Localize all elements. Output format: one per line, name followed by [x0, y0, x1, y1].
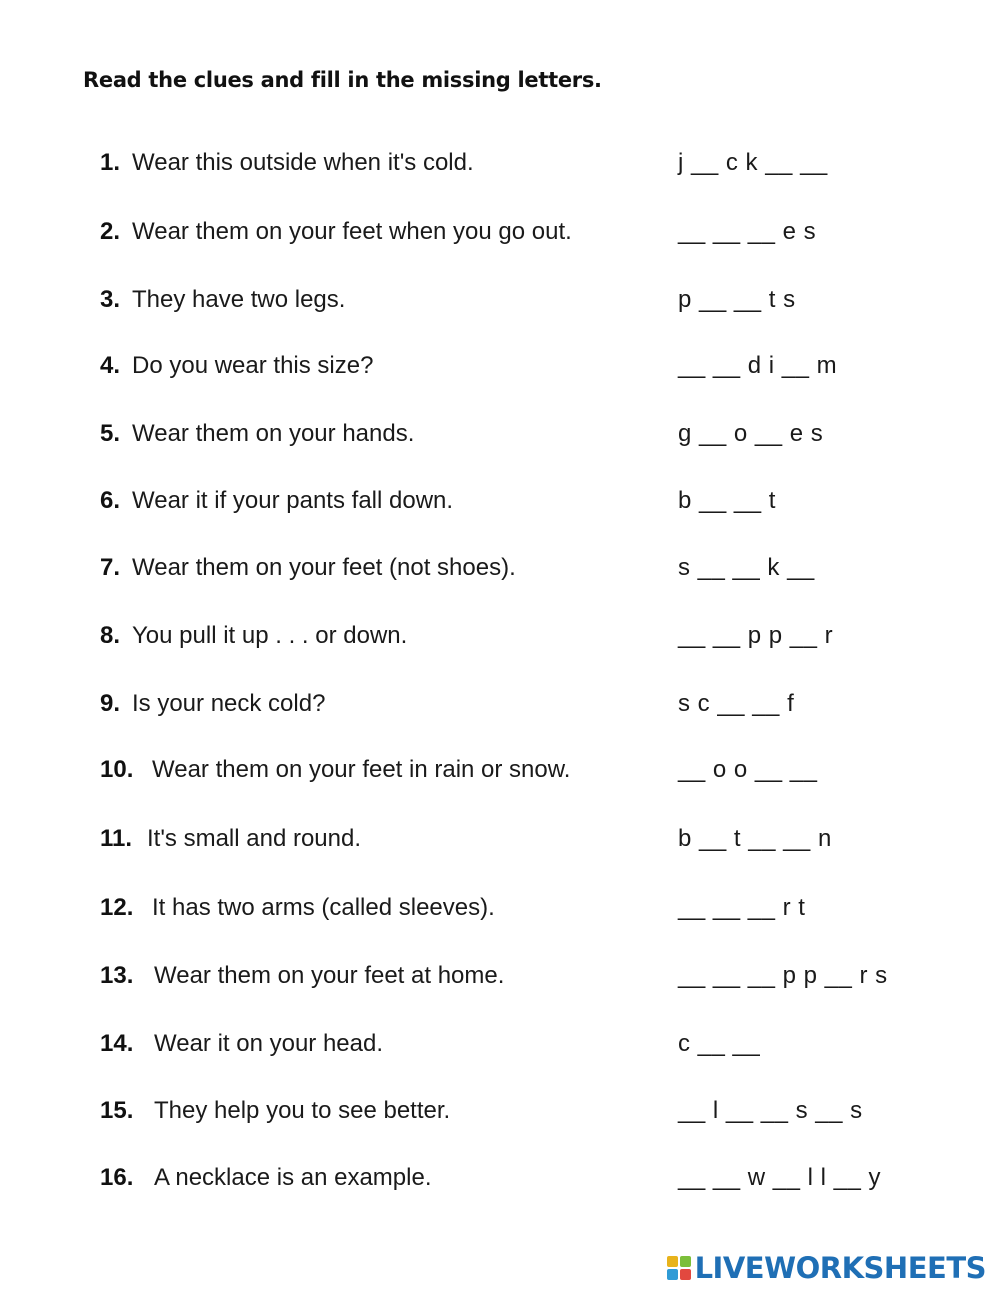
logo-square: [680, 1256, 691, 1267]
clue-number: 9.: [100, 690, 121, 717]
clue-row: [0, 143, 1000, 183]
clue-text: They have two legs.: [132, 286, 346, 313]
clue-row: [0, 684, 1000, 724]
clue-number: 10.: [100, 756, 134, 783]
answer-blanks[interactable]: __ __ d i __ m: [678, 352, 838, 379]
clue-number: 11.: [100, 825, 133, 852]
clue-row: [0, 212, 1000, 252]
clue-number: 8.: [100, 622, 121, 649]
answer-blanks[interactable]: __ __ __ p p __ r s: [678, 962, 888, 989]
clue-number: 1.: [100, 149, 121, 176]
clue-text: It has two arms (called sleeves).: [152, 894, 495, 921]
clue-number: 16.: [100, 1164, 134, 1191]
answer-blanks[interactable]: c __ __: [678, 1030, 761, 1057]
clue-number: 4.: [100, 352, 121, 379]
clue-row: [0, 548, 1000, 588]
clue-row: [0, 888, 1000, 928]
clue-text: It's small and round.: [147, 825, 362, 852]
clue-number: 7.: [100, 554, 121, 581]
clue-number: 3.: [100, 286, 121, 313]
answer-blanks[interactable]: __ __ p p __ r: [678, 622, 834, 649]
logo-square: [667, 1256, 678, 1267]
clue-text: Wear them on your feet at home.: [154, 962, 505, 989]
clue-text: Wear it if your pants fall down.: [132, 487, 454, 514]
answer-blanks[interactable]: b __ t __ __ n: [678, 825, 832, 852]
answer-blanks[interactable]: g __ o __ e s: [678, 420, 824, 447]
answer-blanks[interactable]: j __ c k __ __: [678, 149, 828, 176]
clue-text: You pull it up . . . or down.: [132, 622, 408, 649]
clue-number: 5.: [100, 420, 121, 447]
clue-row: [0, 1091, 1000, 1131]
logo-square: [680, 1269, 691, 1280]
answer-blanks[interactable]: __ __ w __ l l __ y: [678, 1164, 881, 1191]
clue-number: 14.: [100, 1030, 134, 1057]
clue-text: Do you wear this size?: [132, 352, 374, 379]
clue-text: Wear them on your feet (not shoes).: [132, 554, 516, 581]
liveworksheets-logo-icon: [667, 1256, 691, 1280]
answer-blanks[interactable]: b __ __ t: [678, 487, 776, 514]
clue-number: 6.: [100, 487, 121, 514]
logo-square: [667, 1269, 678, 1280]
clue-row: [0, 616, 1000, 656]
clue-text: Wear them on your hands.: [132, 420, 415, 447]
answer-blanks[interactable]: p __ __ t s: [678, 286, 796, 313]
clue-row: [0, 750, 1000, 790]
clue-row: [0, 956, 1000, 996]
answer-blanks[interactable]: s c __ __ f: [678, 690, 795, 717]
clue-text: Wear this outside when it's cold.: [132, 149, 474, 176]
clue-row: [0, 280, 1000, 320]
answer-blanks[interactable]: __ l __ __ s __ s: [678, 1097, 863, 1124]
liveworksheets-logo[interactable]: [667, 1250, 986, 1286]
clue-row: [0, 414, 1000, 454]
logo-text: LIVEWORKSHEETS: [694, 1251, 986, 1285]
answer-blanks[interactable]: __ __ __ e s: [678, 218, 817, 245]
clue-text: Wear it on your head.: [154, 1030, 384, 1057]
answer-blanks[interactable]: __ __ __ r t: [678, 894, 806, 921]
answer-blanks[interactable]: __ o o __ __: [678, 756, 818, 783]
clue-row: [0, 1024, 1000, 1064]
clue-text: Wear them on your feet when you go out.: [132, 218, 572, 245]
clue-number: 12.: [100, 894, 134, 921]
clue-text: A necklace is an example.: [154, 1164, 432, 1191]
clue-number: 15.: [100, 1097, 134, 1124]
clue-row: [0, 1158, 1000, 1198]
instructions-heading: Read the clues and fill in the missing letters.: [83, 68, 602, 92]
clue-number: 2.: [100, 218, 121, 245]
clue-text: They help you to see better.: [154, 1097, 451, 1124]
clue-row: [0, 481, 1000, 521]
clue-text: Is your neck cold?: [132, 690, 326, 717]
answer-blanks[interactable]: s __ __ k __: [678, 554, 815, 581]
clue-text: Wear them on your feet in rain or snow.: [152, 756, 571, 783]
clue-row: [0, 346, 1000, 386]
clue-row: [0, 819, 1000, 859]
clue-number: 13.: [100, 962, 134, 989]
